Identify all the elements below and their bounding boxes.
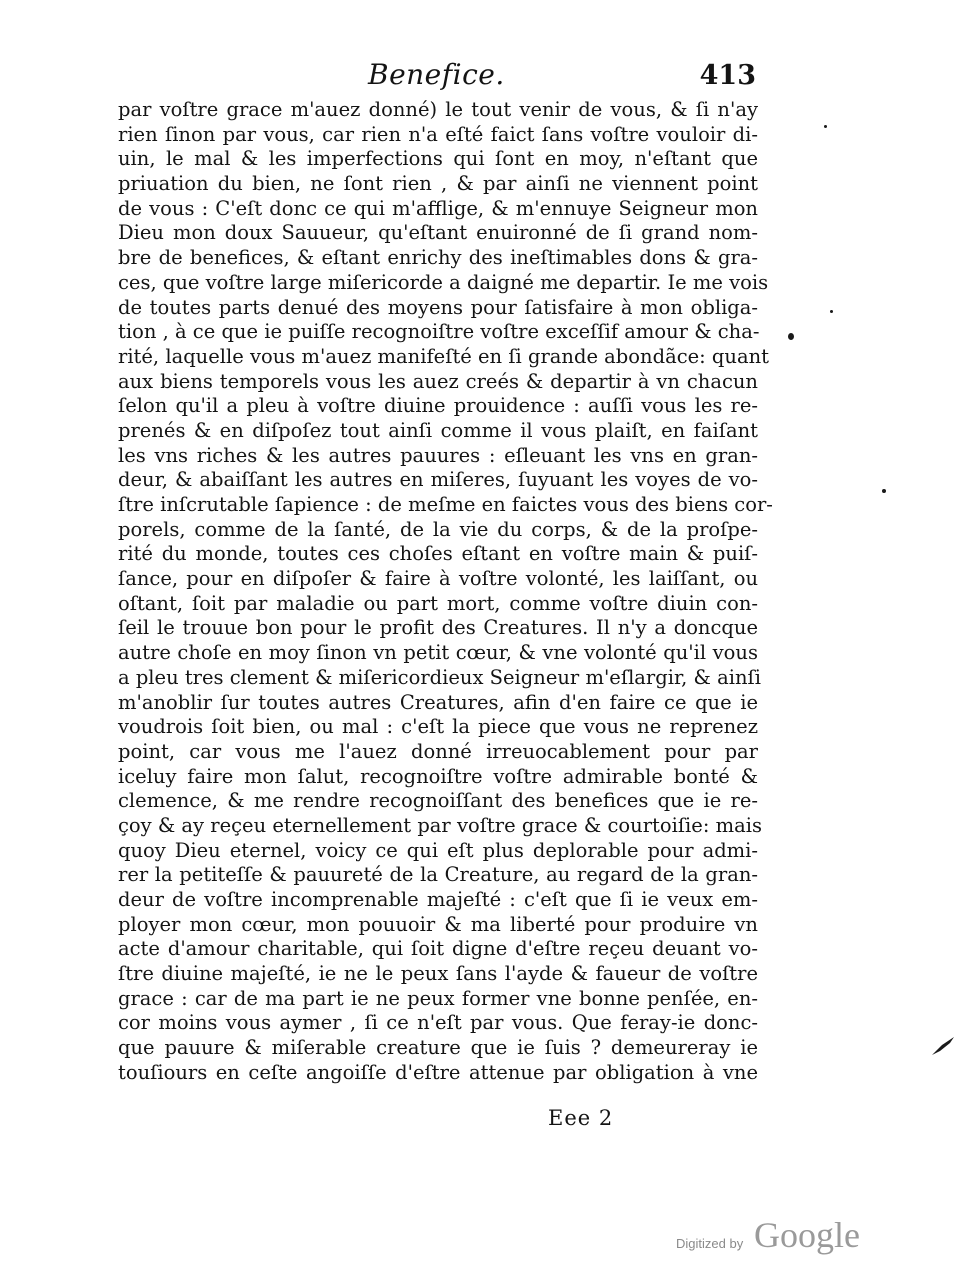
text-line: rité, laquelle vous m'auez manifeſté en ſi grande abondãce: quant [118,344,769,368]
text-line: rien ſinon par vous, car rien n'a eſté faict ſans voſtre vouloir di- [118,122,758,146]
text-line: clemence, & me rendre recognoiſſant des benefices que ie re- [118,789,758,813]
text-line: çoy & ay reçeu eternellement par voſtre grace & courtoiſie: mais [118,813,762,837]
text-line: cor moins vous aymer , ſi ce n'eſt par vous. Que feray-ie donc- [118,1011,758,1035]
ink-stroke [930,1035,956,1057]
text-line: de toutes parts denué des moyens pour ſatisfaire à mon obliga- [118,295,758,319]
text-line: touſiours en ceſte angoiſſe d'eſtre attenue par obligation à vne [118,1060,758,1084]
text-line: prenés & en diſpoſez tout ainſi comme il vous plaiſt, en faiſant [118,418,758,442]
text-line: a pleu tres clement & miſericordieux Seigneur m'eſlargir, & ainſi [118,665,761,689]
text-line: ſelon qu'il a pleu à voſtre diuine prouidence : auſſi vous les re- [118,394,758,418]
text-line: rer la petiteſſe & pauureté de la Creature, au regard de la gran- [118,863,758,887]
ink-speck [882,489,886,493]
text-line: acte d'amour charitable, qui ſoit digne d'eſtre reçeu deuant vo- [118,937,758,961]
text-line: tion , à ce que ie puiſſe recognoiſtre voſtre exceſſif amour & cha- [118,320,760,344]
text-line: porels, comme de la ſanté, de la vie du corps, & de la proſpe- [118,517,758,541]
watermark-label: Digitized by [676,1236,744,1251]
google-logo: Google [754,1215,860,1255]
page-number: 413 [699,60,756,91]
text-line: ſeil le trouue bon pour le profit des Creatures. Il n'y a doncque [118,616,758,640]
text-line: voudrois ſoit bien, ou mal : c'eſt la piece que vous ne reprenez [118,715,758,739]
ink-speck [788,333,794,340]
running-title: Benefice. [368,58,505,91]
text-line: grace : car de ma part ie ne peux former vne bonne penſée, en- [118,986,758,1010]
text-line: Dieu mon doux Sauueur, qu'eſtant enuironné de ſi grand nom- [118,221,758,245]
text-line: priuation du bien, ne ſont rien , & par ainſi ne viennent point [118,172,758,196]
signature-mark: Eee 2 [548,1106,614,1130]
text-line: iceluy faire mon ſalut, recognoiſtre voſtre admirable bonté & [118,764,758,788]
text-line: deur de voſtre incomprenable majeſté : c'eſt que ſi ie veux em- [118,888,758,911]
text-line: m'anoblir ſur toutes autres Creatures, afin d'en faire ce que ie [118,690,758,714]
text-line: de vous : C'eſt donc ce qui m'afflige, & m'ennuye Seigneur mon [118,196,758,220]
text-line: uin, le mal & les imperfections qui ſont en moy, n'eſtant que [118,147,758,171]
body-text [118,98,773,1086]
text-line: point, car vous me l'auez donné irreuocablement pour par [118,739,758,763]
text-line: aux biens temporels vous les auez creés & departir à vn chacun [118,369,758,393]
ink-speck [830,310,833,313]
text-line: autre choſe en moy ſinon vn petit cœur, & vne volonté qu'il vous [118,641,758,665]
text-line: ſtre diuine majeſté, ie ne le peux ſans l'ayde & faueur de voſtre [118,962,758,986]
text-line: bre de benefices, & eſtant enrichy des ineſtimables dons & gra- [118,246,758,270]
ink-speck [824,125,827,128]
text-line: quoy Dieu eternel, voicy ce qui eſt plus deplorable pour admi- [118,838,758,862]
text-line: les vns riches & les autres pauures : eſleuant les vns en gran- [118,443,758,467]
text-line: rité du monde, toutes ces choſes eſtant en voſtre main & puiſ- [118,542,758,566]
text-line: par voſtre grace m'auez donné) le tout venir de vous, & ſi n'ay [118,98,758,121]
digitization-watermark [676,1214,876,1264]
text-line: deur, & abaiſſant les autres en miſeres, ſuyuant les voyes de vo- [118,468,758,492]
page-header [118,58,758,98]
text-line: oſtant, ſoit par maladie ou part mort, comme voſtre diuin con- [118,591,758,615]
text-line: que pauure & miſerable creature que ie ſuis ? demeureray ie [118,1036,758,1060]
text-line: ſance, pour en diſpoſer & faire à voſtre volonté, les laiſſant, ou [118,567,758,591]
text-line: ployer mon cœur, mon pouuoir & ma liberté pour produire vn [118,912,758,936]
text-line: ces, que voſtre large miſericorde a daigné me departir. Ie me vois [118,270,769,294]
text-line: ſtre inſcrutable ſapience : de meſme en faictes vous des biens cor- [118,493,773,516]
